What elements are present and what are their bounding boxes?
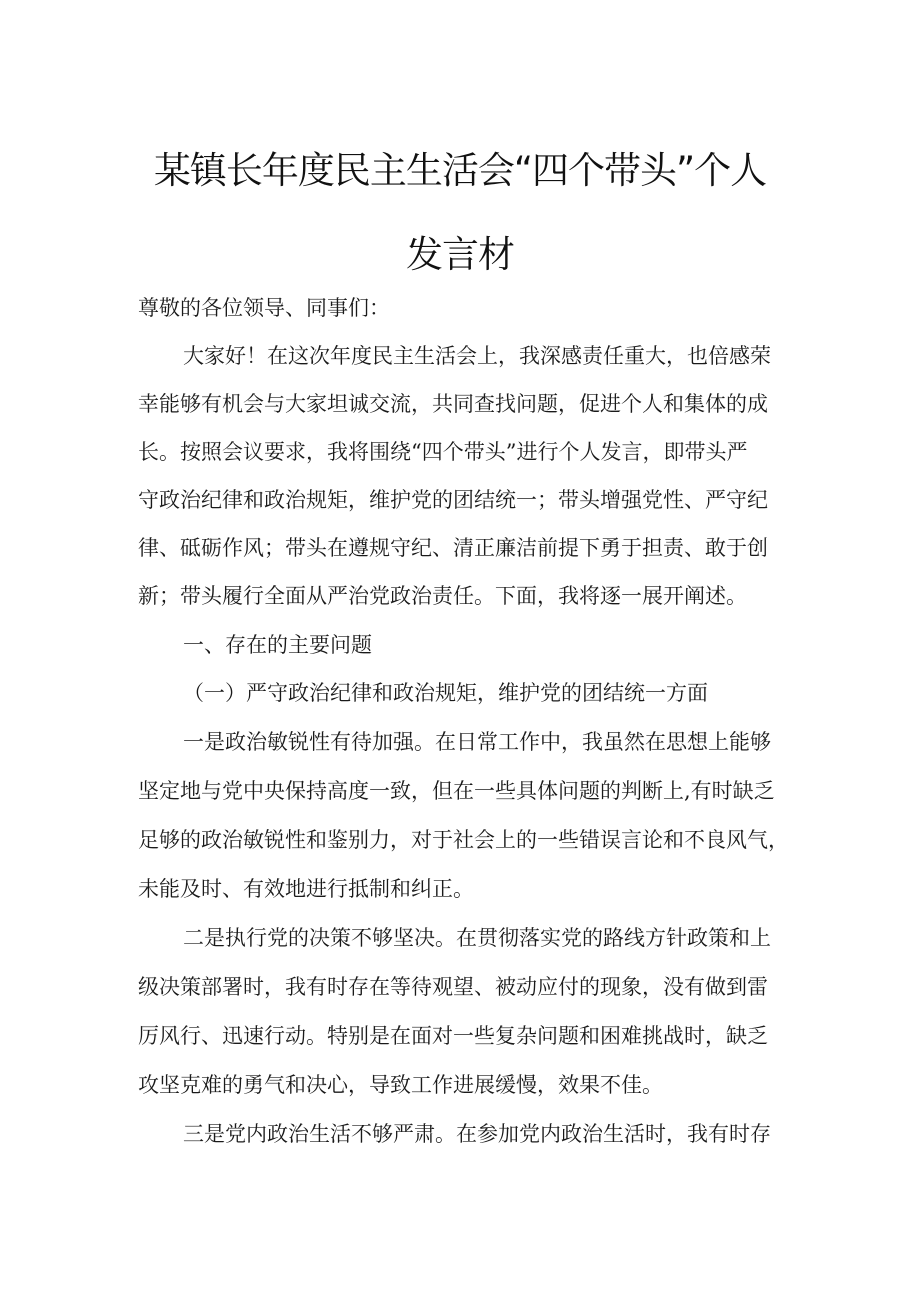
section-heading: 一、存在的主要问题 — [183, 633, 372, 657]
paragraph-2-line: 攻坚克难的勇气和决心，导致工作进展缓慢，效果不佳。 — [138, 1073, 663, 1097]
paragraph-2-line: 二是执行党的决策不够坚决。在贯彻落实党的路线方针政策和上 — [183, 926, 771, 950]
paragraph-1-line: 足够的政治敏锐性和鉴别力，对于社会上的一些错误言论和不良风气， — [138, 828, 789, 852]
paragraph-2-line: 级决策部署时，我有时存在等待观望、被动应付的现象，没有做到雷 — [138, 975, 768, 999]
paragraph-1-line: 未能及时、有效地进行抵制和纠正。 — [138, 877, 474, 901]
salutation: 尊敬的各位领导、同事们： — [138, 296, 390, 320]
intro-line: 律、砥砺作风；带头在遵规守纪、清正廉洁前提下勇于担责、敢于创 — [138, 536, 768, 560]
subsection-heading: （一）严守政治纪律和政治规矩，维护党的团结统一方面 — [183, 681, 708, 705]
intro-line: 幸能够有机会与大家坦诚交流，共同查找问题，促进个人和集体的成 — [138, 392, 768, 416]
intro-line: 新；带头履行全面从严治党政治责任。下面，我将逐一展开阐述。 — [138, 584, 747, 608]
document-title-line-1: 某镇长年度民主生活会“四个带头”个人 — [153, 149, 767, 192]
paragraph-1-line: 一是政治敏锐性有待加强。在日常工作中，我虽然在思想上能够 — [183, 730, 771, 754]
paragraph-2-line: 厉风行、迅速行动。特别是在面对一些复杂问题和困难挑战时，缺乏 — [138, 1024, 768, 1048]
intro-line: 守政治纪律和政治规矩，维护党的团结统一；带头增强党性、严守纪 — [138, 488, 768, 512]
paragraph-3-line: 三是党内政治生活不够严肃。在参加党内政治生活时，我有时存 — [183, 1122, 771, 1146]
paragraph-1-line: 坚定地与党中央保持高度一致，但在一些具体问题的判断上,有时缺乏 — [138, 779, 775, 803]
intro-line: 长。按照会议要求，我将围绕“四个带头”进行个人发言，即带头严 — [138, 440, 748, 464]
intro-line: 大家好！在这次年度民主生活会上，我深感责任重大，也倍感荣 — [183, 344, 771, 368]
document-title-line-2: 发言材 — [406, 233, 514, 276]
